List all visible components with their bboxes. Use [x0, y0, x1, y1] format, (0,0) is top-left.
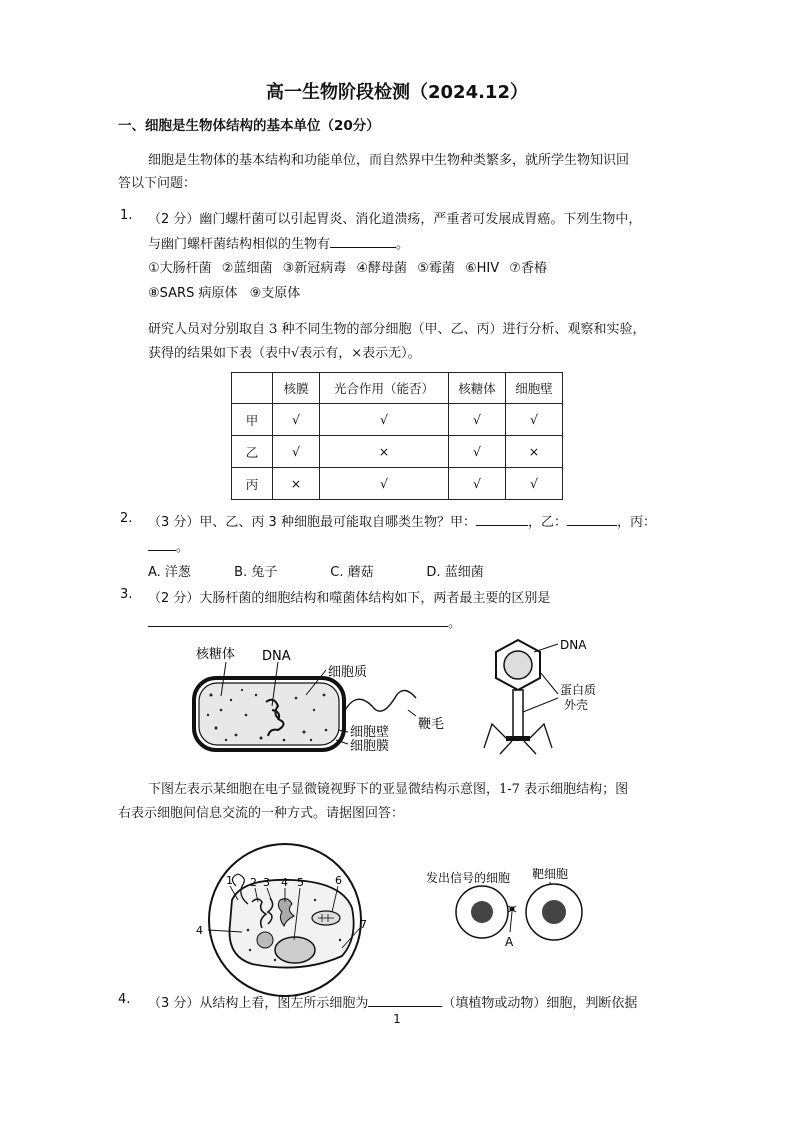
q1-end: 。: [396, 237, 410, 252]
q2-end: 。: [176, 540, 190, 555]
table-header: 核膜: [273, 373, 320, 404]
ribosome-label: 核糖体: [196, 647, 236, 662]
phage-baseplate: [506, 736, 530, 741]
q4-stem: （3 分）从结构上看，图左所示细胞为: [148, 996, 369, 1011]
table-intro-line-2: 获得的结果如下表（表中√表示有，×表示无）。: [148, 346, 421, 361]
q2-answer-blank-yi[interactable]: [567, 513, 617, 526]
membrane-label: 细胞膜: [350, 739, 390, 754]
q4-stem-end: （填植物或动物）细胞，判断依据: [442, 996, 638, 1011]
table-cell: √: [320, 404, 449, 436]
flagellum-label: 鞭毛: [418, 717, 445, 732]
cell-number: 4: [196, 924, 203, 937]
phage-tail: [513, 690, 523, 740]
q1-line2: [148, 233, 409, 252]
leader-line: [408, 710, 416, 716]
q3-answer-blank[interactable]: [148, 614, 448, 627]
q1-option: ⑥HIV: [464, 261, 500, 276]
target-nucleus: [542, 900, 566, 924]
phage-dna: [504, 651, 532, 679]
leader-line: [523, 698, 558, 712]
table-header: [232, 373, 273, 404]
q1-option: ①大肠杆菌: [148, 261, 212, 276]
q3-line1: （2 分）大肠杆菌的细胞结构和噬菌体结构如下，两者最主要的区别是: [148, 591, 551, 606]
cell-number: 1: [226, 874, 233, 887]
table-row: [232, 468, 563, 500]
table-cell: ×: [320, 436, 449, 468]
q1-option: ④酵母菌: [356, 261, 408, 276]
dna-label: DNA: [262, 649, 291, 664]
q1-option: ⑨支原体: [249, 286, 301, 301]
target-label: 靶细胞: [532, 867, 569, 881]
table-cell: ×: [506, 436, 563, 468]
table-cell: 乙: [232, 436, 273, 468]
cell-number: 5: [297, 876, 304, 889]
section-heading: 一、细胞是生物体结构的基本单位（20分）: [118, 118, 380, 134]
vesicle: [257, 932, 273, 948]
phage-dna-label: DNA: [560, 638, 587, 652]
q1-answer-blank[interactable]: [330, 235, 396, 248]
junction-a-label: A: [505, 935, 514, 949]
page-number: 1: [393, 1012, 401, 1026]
cell-signaling-diagram: [420, 860, 610, 952]
table-cell: 甲: [232, 404, 273, 436]
q2-answer-blank-bing[interactable]: [148, 538, 176, 551]
q1-option: ②蓝细菌: [221, 261, 273, 276]
sender-nucleus: [471, 901, 493, 923]
table-cell: √: [320, 468, 449, 500]
table-cell: √: [273, 436, 320, 468]
flagellum: [344, 690, 416, 712]
q1-option: ⑤霉菌: [417, 261, 455, 276]
q4-answer-blank[interactable]: [368, 994, 442, 1007]
table-row: [232, 436, 563, 468]
table-row: [232, 404, 563, 436]
cell-number: 3: [263, 876, 270, 889]
q1-line1: （2 分）幽门螺杆菌可以引起胃炎、消化道溃疡，严重者可发展成胃癌。下列生物中，: [148, 212, 642, 227]
table-cell: √: [506, 468, 563, 500]
table-cell: √: [273, 404, 320, 436]
q4-number: 4.: [118, 992, 131, 1007]
q1-option: ⑦香椿: [509, 261, 547, 276]
q2-answer-blank-jia[interactable]: [476, 513, 528, 526]
q3-end: 。: [448, 616, 462, 631]
table-cell: √: [449, 436, 506, 468]
figure-intro-line-1: 下图左表示某细胞在电子显微镜视野下的亚显微结构示意图，1-7 表示细胞结构；图: [148, 782, 629, 797]
cell-number: 6: [335, 874, 342, 887]
figure-intro-line-2: 右表示细胞间信息交流的一种方式。请据图回答：: [118, 806, 405, 821]
cell-number: 7: [360, 918, 367, 931]
table-header: 细胞壁: [506, 373, 563, 404]
cell-wall-label: 细胞壁: [350, 725, 390, 740]
cell-feature-table: [231, 372, 563, 500]
q2-sep: ，丙：: [616, 515, 656, 530]
q2-line1: [148, 511, 656, 530]
q4-line1: [148, 992, 637, 1011]
phage-shell-label-1: 蛋白质: [560, 683, 597, 697]
table-intro-line-1: 研究人员对分别取自 3 种不同生物的部分细胞（甲、乙、丙）进行分析、观察和实验，: [148, 322, 646, 337]
q1-option: ③新冠病毒: [282, 261, 347, 276]
cytoplasm-label: 细胞质: [328, 665, 368, 680]
q2-option: D. 蓝细菌: [426, 565, 484, 580]
page-title: 高一生物阶段检测（2024.12）: [266, 82, 528, 103]
table-header: 光合作用（能否）: [320, 373, 449, 404]
phage-diagram: [478, 632, 638, 758]
table-header-row: [232, 373, 563, 404]
q2-option: B. 兔子: [234, 565, 278, 580]
q1-stem: 与幽门螺杆菌结构相似的生物有: [148, 237, 331, 252]
q2-options: [148, 561, 484, 580]
nucleus: [275, 937, 315, 963]
q2-option: A. 洋葱: [148, 565, 191, 580]
intro-line-1: 细胞是生物体的基本结构和功能单位，而自然界中生物种类繁多，就所学生物知识回: [148, 153, 630, 168]
q2-number: 2.: [120, 511, 133, 526]
sender-label: 发出信号的细胞: [426, 871, 511, 885]
q2-sep: ，乙：: [527, 515, 567, 530]
q1-options-row1: [148, 257, 547, 276]
phage-shell-label-2: 外壳: [564, 698, 589, 712]
q2-option: C. 蘑菇: [330, 565, 374, 580]
q3-line2: [148, 612, 461, 631]
q2-stem: （3 分）甲、乙、丙 3 种细胞最可能取自哪类生物？甲：: [148, 515, 476, 530]
q3-number: 3.: [120, 587, 133, 602]
table-cell: √: [449, 404, 506, 436]
table-cell: ×: [273, 468, 320, 500]
q1-option: ⑧SARS 病原体: [148, 286, 238, 301]
intro-line-2: 答以下问题：: [118, 176, 197, 191]
cell-number: 4: [281, 876, 288, 889]
q1-options-row2: [148, 282, 300, 301]
cell-em-diagram: [190, 840, 370, 998]
table-cell: √: [506, 404, 563, 436]
q2-line2: [148, 536, 189, 555]
cell-number: 2: [250, 876, 257, 889]
table-cell: 丙: [232, 468, 273, 500]
leader-line: [510, 912, 512, 932]
bacterium-diagram: [186, 640, 456, 760]
leader-line: [540, 672, 558, 694]
leader-line: [534, 644, 558, 652]
q1-number: 1.: [120, 208, 133, 223]
table-cell: √: [449, 468, 506, 500]
table-header: 核糖体: [449, 373, 506, 404]
